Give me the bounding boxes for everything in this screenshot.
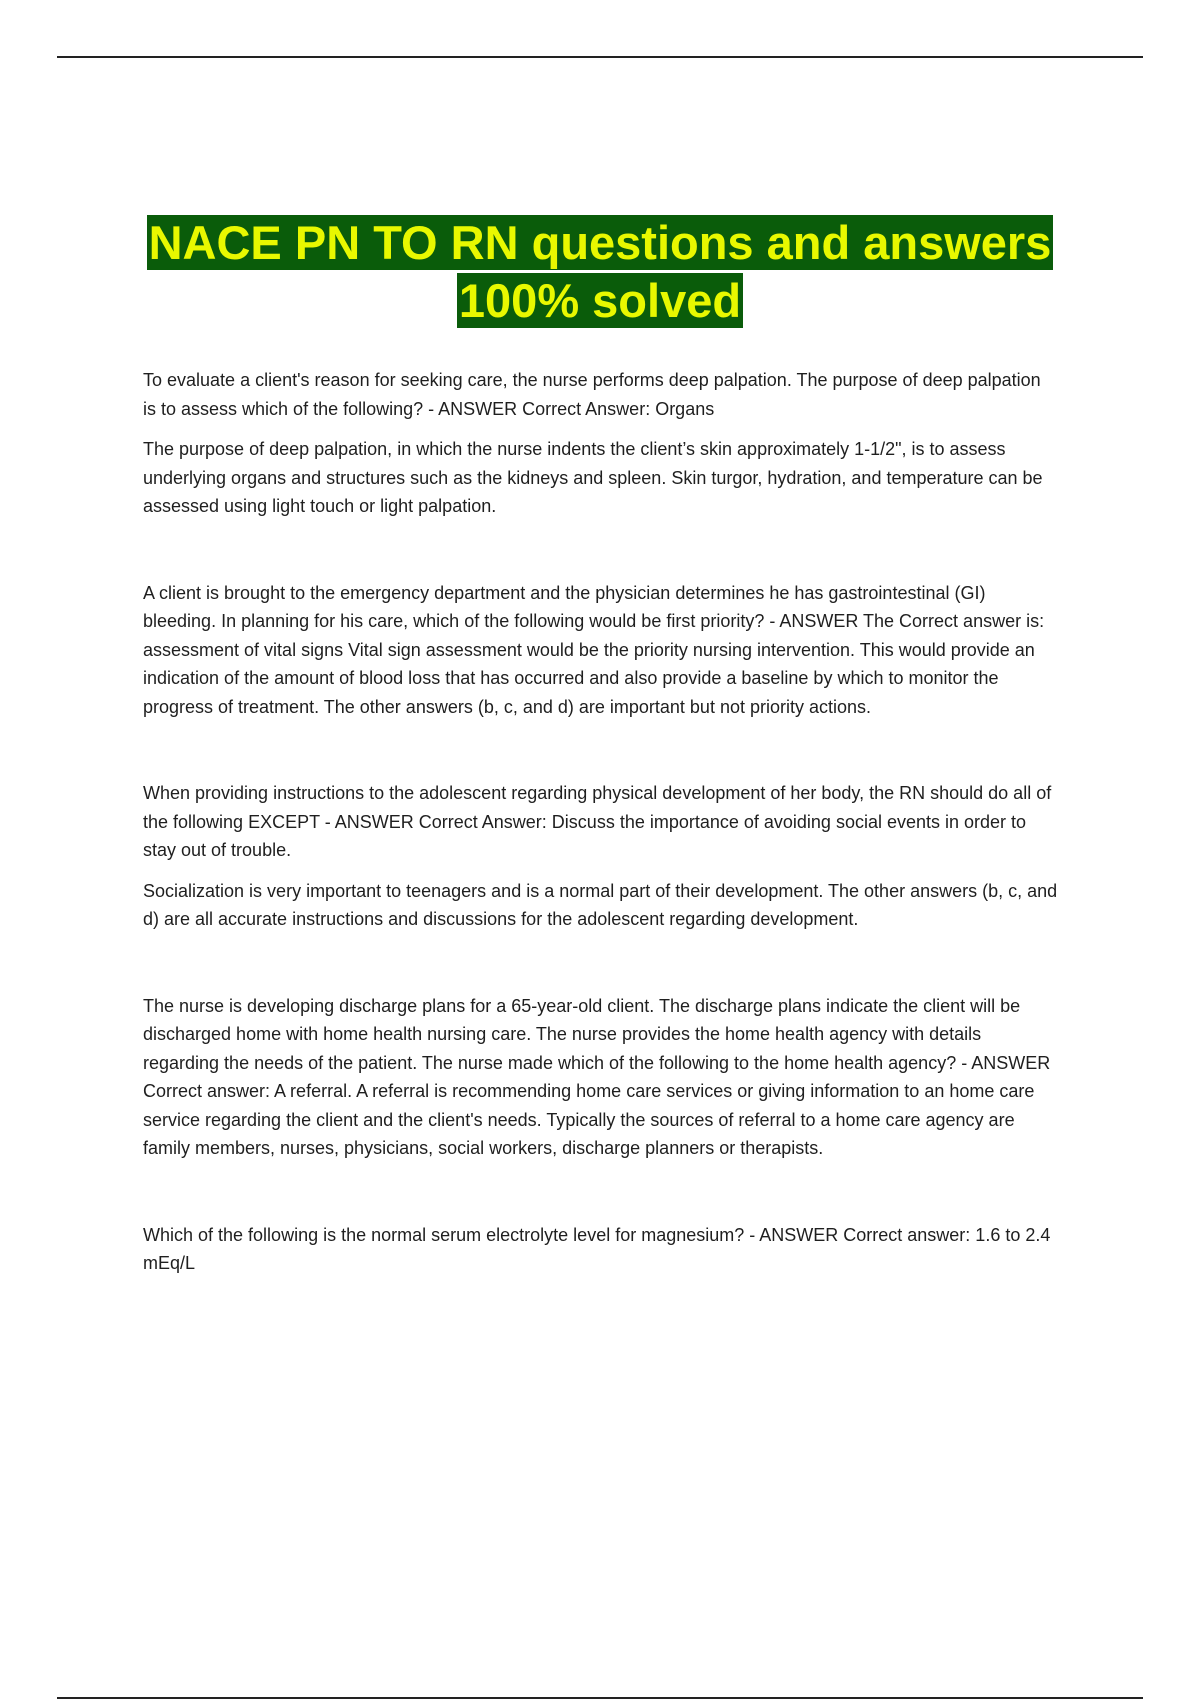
title-line-2: 100% solved xyxy=(458,274,742,327)
title-line-1: NACE PN TO RN questions and answers xyxy=(148,216,1052,269)
explanation-3: Socialization is very important to teenagers and is a normal part of their development. The other answers (b, c, and d) are all accurate instructions and discussions for the adolescent regarding development. xyxy=(143,880,1058,929)
question-1: To evaluate a client's reason for seeking care, the nurse performs deep palpation. The purpose of deep palpation is to assess which of the following? - ANSWER Correct Answer: Organs xyxy=(143,370,1041,419)
question-2: A client is brought to the emergency department and the physician determines he has gastrointestinal (GI) bleeding. In planning for his care, which of the following would be first priority? - ANSWER The Correct answer is: assessment of vital signs Vital sign assessment would be the priority nursing intervention. This would provide an indication of the amount of blood loss that has occurred and also provide a baseline by which to monitor the progress of treatment. The other answers (b, c, and d) are important but not priority actions. xyxy=(143,582,1045,717)
document-body xyxy=(143,366,1058,1278)
question-3: When providing instructions to the adolescent regarding physical development of her body, the RN should do all of the following EXCEPT - ANSWER Correct Answer: Discuss the importance of avoiding social events in order to stay out of trouble. xyxy=(143,783,1052,860)
top-divider xyxy=(57,56,1143,58)
bottom-divider xyxy=(57,1697,1143,1699)
question-5: Which of the following is the normal serum electrolyte level for magnesium? - ANSWER Correct answer: 1.6 to 2.4 mEq/L xyxy=(143,1224,1051,1273)
explanation-1: The purpose of deep palpation, in which the nurse indents the client’s skin approximately 1-1/2", is to assess underlying organs and structures such as the kidneys and spleen. Skin turgor, hydration, and temperature can be assessed using light touch or light palpation. xyxy=(143,439,1043,516)
document-title xyxy=(0,214,1200,330)
question-4: The nurse is developing discharge plans for a 65-year-old client. The discharge plans indicate the client will be discharged home with home health nursing care. The nurse provides the home health agency with details regarding the needs of the patient. The nurse made which of the following to the home health agency? - ANSWER Correct answer: A referral. A referral is recommending home care services or giving information to an home care service regarding the client and the client's needs. Typically the sources of referral to a home care agency are family members, nurses, physicians, social workers, discharge planners or therapists. xyxy=(143,995,1051,1158)
